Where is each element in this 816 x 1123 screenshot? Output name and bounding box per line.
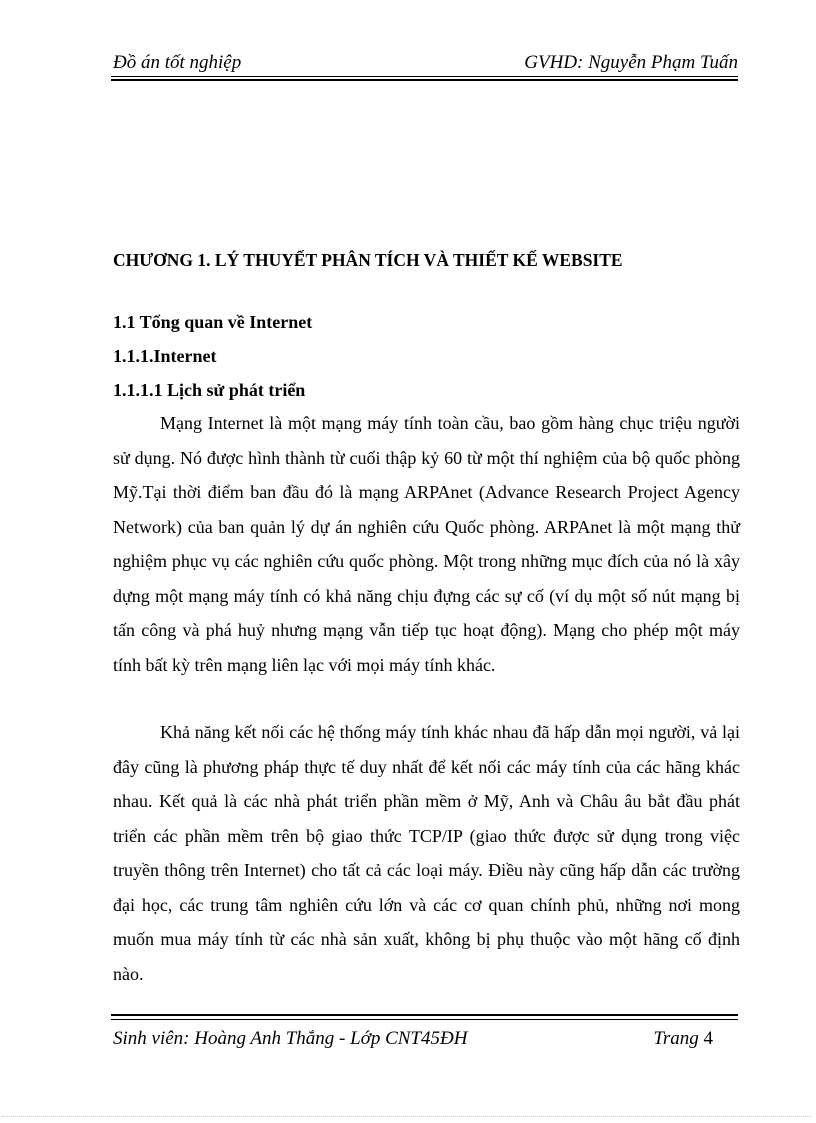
body-paragraph: Khả năng kết nối các hệ thống máy tính khác nhau đã hấp dẫn mọi người, vả lại đây cũng là phương pháp thực tế duy nhất để kết nối các máy tính của các hãng khác nhau. Kết quả là các nhà phát triển phần mềm ở Mỹ, Anh và Châu âu bắt đầu phát triển các phần mềm trên bộ giao thức TCP/IP (giao thức được sử dụng trong việc truyền thông trên Internet) cho tất cả các loại máy. Điều này cũng hấp dẫn các trường đại học, các trung tâm nghiên cứu lớn và các cơ quan chính phủ, những nơi mong muốn mua máy tính từ các nhà sản xuất, không bị phụ thuộc vào một hãng cố định nào. (113, 722, 740, 984)
page-boundary (2, 1116, 812, 1117)
chapter-title: CHƯƠNG 1. LÝ THUYẾT PHÂN TÍCH VÀ THIẾT KẾ WEBSITE (113, 250, 623, 270)
header-left-text: Đồ án tốt nghiệp (113, 52, 242, 73)
page-indicator (653, 1028, 713, 1050)
section-heading-1-1: 1.1 Tổng quan về Internet (113, 312, 313, 332)
header-rule-thin (111, 76, 738, 77)
page-header (113, 52, 738, 74)
footer-rule-thick (111, 1014, 738, 1016)
footer-rule-thin (111, 1019, 738, 1020)
header-right-text: GVHD: Nguyễn Phạm Tuấn (524, 52, 738, 73)
page-number: 4 (703, 1028, 713, 1049)
section-heading-1-1-1: 1.1.1.Internet (113, 346, 217, 366)
section-heading-1-1-1-1: 1.1.1.1 Lịch sử phát triển (113, 380, 306, 400)
footer-left-text: Sinh viên: Hoàng Anh Thắng - Lớp CNT45ĐH (113, 1028, 468, 1049)
page-label: Trang (653, 1028, 699, 1049)
header-rule-thick (111, 79, 738, 81)
page-footer (113, 1028, 713, 1050)
body-paragraph: Mạng Internet là một mạng máy tính toàn cầu, bao gồm hàng chục triệu người sử dụng. Nó được hình thành từ cuối thập kỷ 60 từ một thí nghiệm của bộ quốc phòng Mỹ.Tại thời điểm ban đầu đó là mạng ARPAnet (Advance Research Project Agency Network) của ban quản lý dự án nghiên cứu Quốc phòng. ARPAnet là một mạng thử nghiệm phục vụ các nghiên cứu quốc phòng. Một trong những mục đích của nó là xây dựng một mạng máy tính có khả năng chịu đựng các sự cố (ví dụ một số nút mạng bị tấn công và phá huỷ nhưng mạng vẫn tiếp tục hoạt động). Mạng cho phép một máy tính bất kỳ trên mạng liên lạc với mọi máy tính khác. (113, 413, 740, 675)
